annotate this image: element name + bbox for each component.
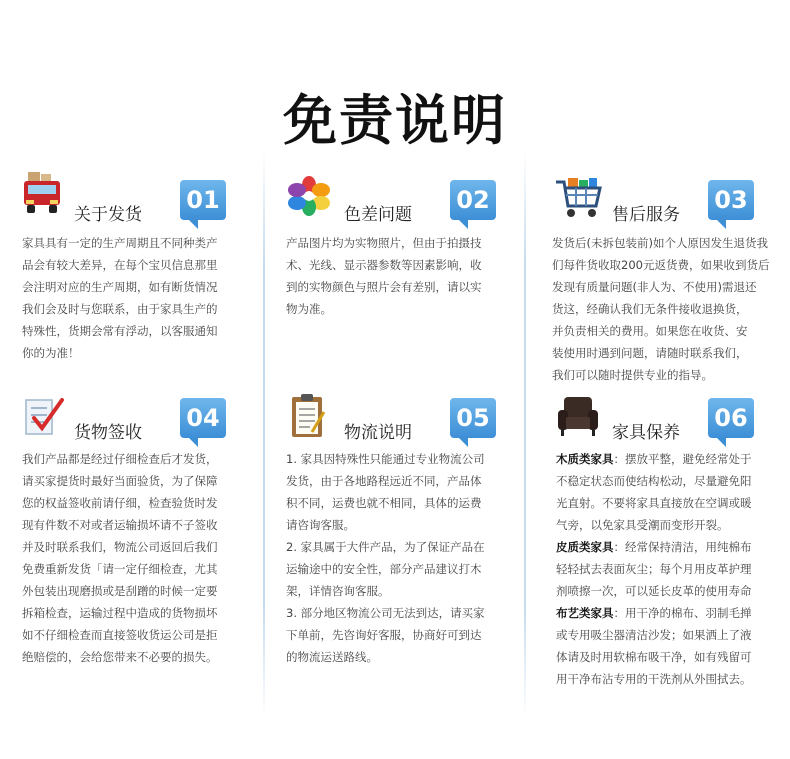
page-title: 免责说明	[283, 89, 507, 152]
section-number-badge: 04	[180, 398, 226, 438]
clipboard-icon	[288, 392, 328, 444]
color-wheel-icon	[286, 176, 332, 220]
section-heading-maintenance: 家具保养	[612, 423, 680, 443]
section-heading-delivery: 关于发货	[74, 205, 142, 225]
section-heading-after-sales: 售后服务	[612, 205, 680, 225]
fabric-furniture-label: 布艺类家具	[556, 606, 614, 620]
section-heading-color-difference: 色差问题	[344, 205, 412, 225]
section-number-badge: 03	[708, 180, 754, 220]
section-body-after-sales: 发货后(未拆包装前)如个人原因发生退货我 们每件货收取200元返货费，如果收到货后 发现有质量问题(非人为、不使用)需退还 货这，经确认我们无条件接收退换货， 并负责相关的费用。如果您在收货、安 装使用时遇到问题，请随时联系我们， 我们可以随时提供专业的指导。	[552, 236, 770, 382]
section-number-badge: 05	[450, 398, 496, 438]
section-heading-receipt: 货物签收	[74, 423, 142, 443]
section-body-maintenance: 木质类家具：摆放平整，避免经常处于 不稳定状态而使结构松动，尽量避免阳 光直射。不要将家具直接放在空调或暖 气旁，以免家具受潮而变形开裂。 皮质类家具：经常保持清洁，用纯棉布 轻轻拭去表面灰尘；每个月用皮革护理 剂喷擦一次，可以延长皮革的使用寿命 布艺类家具：用干净的棉布、羽制毛掸 或专用吸尘器清洁沙发；如果洒上了液 体请及时用软棉布吸干净，如有残留可 用干净布沾专用的干洗剂从外围拭去。	[556, 452, 752, 686]
shopping-cart-icon	[554, 176, 602, 224]
delivery-truck-icon	[22, 170, 62, 220]
column-divider	[263, 150, 265, 720]
column-divider	[524, 150, 526, 720]
section-body-color-difference: 产品图片均为实物照片，但由于拍摄技 术、光线、显示器参数等因素影响，收 到的实物颜色与照片会有差别，请以实 物为准。	[286, 236, 482, 316]
section-body-receipt: 我们产品都是经过仔细检查后才发货， 请买家提货时最好当面验货，为了保障 您的权益签收前请仔细，检查验货时发 现有件数不对或者运输损坏请不子签收 并及时联系我们，物流公司返回后我们 免费重新发货「请一定仔细检查，尤其 外包装出现磨损或是刮蹭的时候一定要 拆箱检查，运输过程中造成的货物损坏 如不仔细检查而直接签收货运公司是拒 绝赔偿的，会给您带来不必要的损失。	[22, 452, 218, 664]
section-body-delivery: 家具具有一定的生产周期且不同种类产 品会有较大差异，在每个宝贝信息那里 会注明对应的生产周期，如有断货情况 我们会及时与您联系，由于家具生产的 特殊性，货期会常有浮动，以客服通知 你的为准！	[22, 236, 218, 360]
checklist-icon	[22, 394, 66, 442]
section-number-badge: 02	[450, 180, 496, 220]
section-number-badge: 01	[180, 180, 226, 220]
section-body-logistics: 1. 家具因特殊性只能通过专业物流公司 发货，由于各地路程远近不同，产品体 积不同，运费也就不相同，具体的运费 请咨询客服。 2. 家具属于大件产品，为了保证产品在 运输途中的安全性，部分产品建议打木 架，详情咨询客服。 3. 部分地区物流公司无法到达，请买家 下单前，先咨询好客服，协商好可到达 的物流运送路线。	[286, 452, 485, 664]
armchair-icon	[556, 394, 600, 442]
section-number-badge: 06	[708, 398, 754, 438]
wood-furniture-label: 木质类家具	[556, 452, 614, 466]
section-heading-logistics: 物流说明	[344, 423, 412, 443]
leather-furniture-label: 皮质类家具	[556, 540, 614, 554]
